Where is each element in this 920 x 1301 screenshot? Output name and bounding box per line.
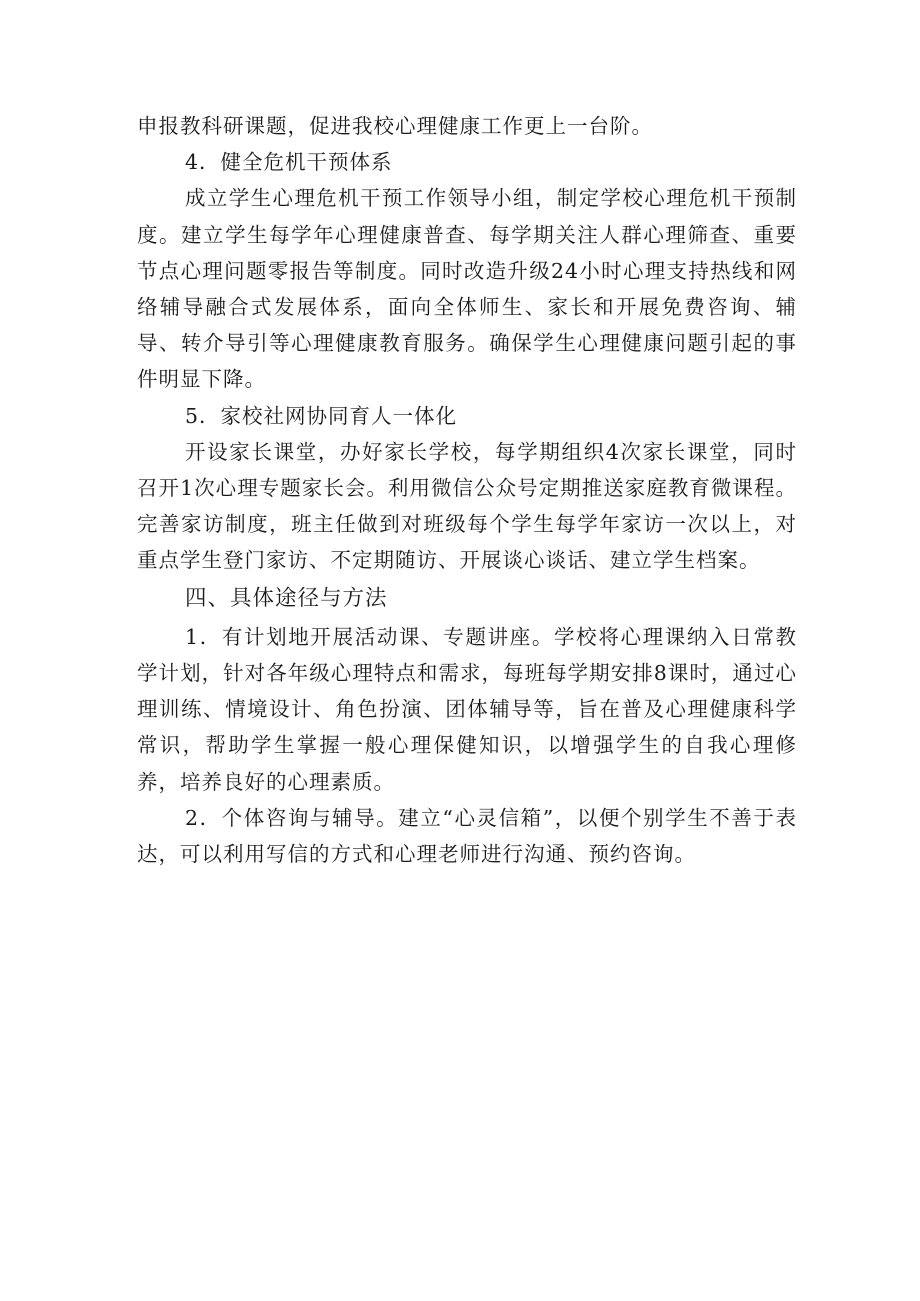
section4-paragraph-2: 2．个体咨询与辅导。建立“心灵信箱”，以便个别学生不善于表达，可以利用写信的方式和心理老师进行沟通、预约咨询。 (137, 805, 797, 867)
item5-body: 开设家长课堂，办好家长学校，每学期组织4次家长课堂，同时召开1次心理专题家长会。利用微信公众号定期推送家庭教育微课程。完善家访制度，班主任做到对班级每个学生每学年家访一次以上，对重点学生登门家访、不定期随访、开展谈心谈话、建立学生档案。 (137, 439, 797, 573)
item5-heading: 5．家校社网协同育人一体化 (185, 403, 458, 428)
item4-body: 成立学生心理危机干预工作领导小组，制定学校心理危机干预制度。建立学生每学年心理健康普查、每学期关注人群心理筛查、重要节点心理问题零报告等制度。同时改造升级24小时心理支持热线和网络辅导融合式发展体系，面向全体师生、家长和开展免费咨询、辅导、转介导引等心理健康教育服务。确保学生心理健康问题引起的事件明显下降。 (137, 186, 797, 392)
paragraph-intro-tail: 申报教科研课题，促进我校心理健康工作更上一台阶。 (137, 114, 653, 138)
section4-heading: 四、具体途径与方法 (185, 585, 388, 611)
item4-heading: 4．健全危机干预体系 (185, 150, 393, 175)
document-body (137, 108, 797, 872)
section4-paragraph-1: 1．有计划地开展活动课、专题讲座。学校将心理课纳入日常教学计划，针对各年级心理特点和需求，每班每学期安排8课时，通过心理训练、情境设计、角色扮演、团体辅导等，旨在普及心理健康科学常识，帮助学生掌握一般心理保健知识，以增强学生的自我心理修养，培养良好的心理素质。 (137, 624, 797, 794)
